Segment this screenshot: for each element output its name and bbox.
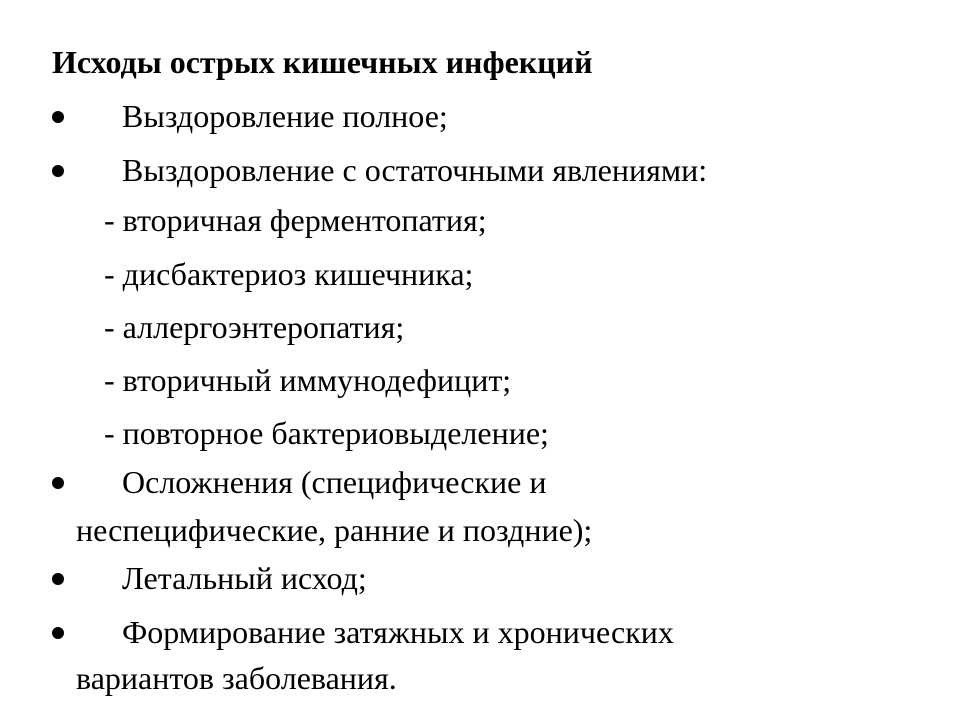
- list-item-text: Летальный исход;: [122, 560, 367, 596]
- sub-list-item: - дисбактериоз кишечника;: [104, 256, 474, 292]
- bullet-icon: [52, 573, 64, 585]
- bullet-icon: [52, 477, 64, 489]
- slide-title: Исходы острых кишечных инфекций: [52, 44, 593, 80]
- list-item-text: Выздоровление с остаточными явлениями:: [122, 152, 708, 188]
- bullet-icon: [52, 627, 64, 639]
- list-item-text: вариантов заболевания.: [76, 660, 397, 696]
- bullet-icon: [52, 111, 64, 123]
- list-item-text: Выздоровление полное;: [122, 98, 448, 134]
- bullet-icon: [52, 165, 64, 177]
- sub-list-item: - повторное бактериовыделение;: [104, 415, 549, 451]
- sub-list-item: - аллергоэнтеропатия;: [104, 309, 405, 345]
- sub-list-item: - вторичный иммунодефицит;: [104, 362, 512, 398]
- list-item-text: неспецифические, ранние и поздние);: [76, 512, 593, 548]
- list-item-text: Формирование затяжных и хронических: [122, 614, 674, 650]
- sub-list-item: - вторичная ферментопатия;: [104, 202, 487, 238]
- list-item-text: Осложнения (специфические и: [122, 464, 547, 500]
